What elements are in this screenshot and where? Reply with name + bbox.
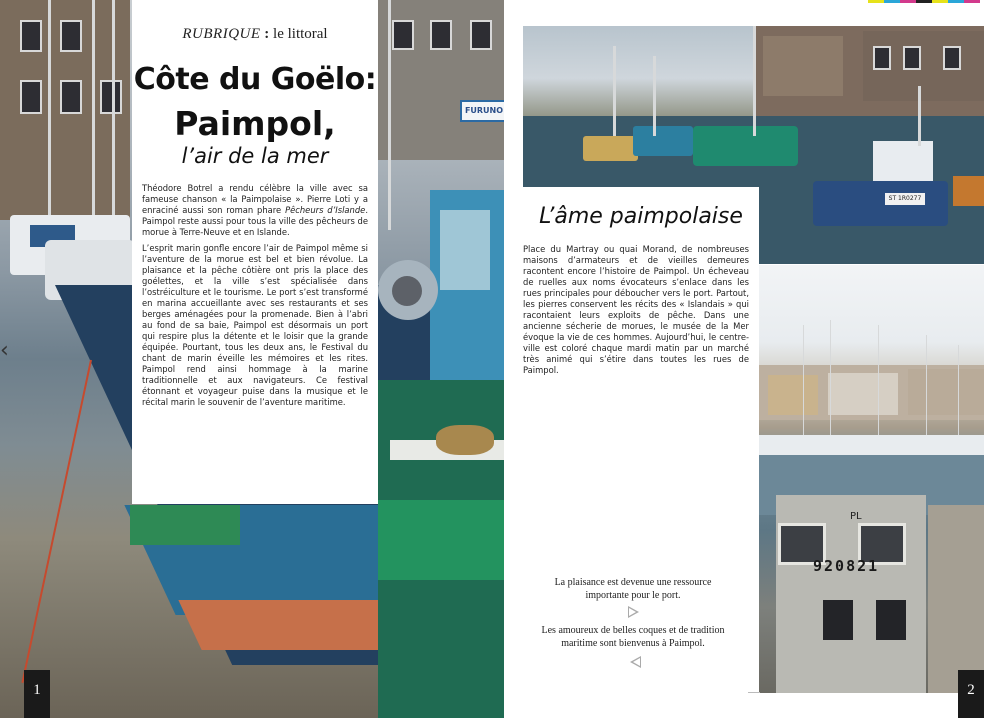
- boat-registration-number: 920821: [813, 557, 880, 575]
- section-label: [132, 26, 378, 43]
- print-color-bar: [868, 0, 980, 3]
- previous-page-arrow[interactable]: ‹: [0, 338, 9, 363]
- paragraph-text: Théodore Botrel a rendu célèbre la ville avec sa fameuse chanson « la Paimpolaise ». Pierre Loti y a enraciné aussi son roman phare: [142, 183, 368, 215]
- article-title-line2: Paimpol,: [174, 104, 336, 143]
- boat-pl-marking: PL: [850, 511, 862, 522]
- rubrique-value: le littoral: [273, 26, 328, 42]
- right-article-panel: [523, 187, 759, 693]
- hull-registration: ST 1R0277: [885, 193, 925, 205]
- section-subtitle: L’âme paimpolaise: [539, 204, 743, 229]
- book-title: Pêcheurs d’Islande: [285, 205, 366, 215]
- furuno-label: FURUNO: [460, 100, 504, 122]
- right-bottom-harbor-photo: [758, 265, 984, 693]
- page-number-right: 2: [958, 670, 984, 718]
- paragraph-text: . Paimpol reste aussi pour tous la ville des pêcheurs de morue à Terre-Neuve et en Islande.: [142, 205, 369, 237]
- article-body: [142, 183, 368, 413]
- article-paragraph-1: [142, 183, 368, 238]
- rubrique-label: RUBRIQUE: [182, 26, 261, 42]
- article-panel: [132, 0, 378, 504]
- pull-quote-1: La plaisance est devenue une ressource importante pour le port.: [554, 577, 712, 601]
- divider: [748, 692, 760, 693]
- triangle-right-icon-inner: [629, 608, 636, 616]
- article-title-line1: Côte du Goëlo:: [133, 62, 377, 97]
- page-number-left: 1: [24, 670, 50, 718]
- article-title-line3: l’air de la mer: [181, 144, 329, 168]
- triangle-left-icon-inner: [633, 658, 640, 666]
- pull-quote-2: Les amoureux de belles coques et de tradition maritime sont bienvenus à Paimpol.: [541, 625, 725, 649]
- rubrique-separator: :: [264, 26, 270, 42]
- right-article-body: Place du Martray ou quai Morand, de nombreuses maisons d’armateurs et de vieilles demeures racontent encore l’histoire de Paimpol. Un écheveau de ruelles aux noms évocateurs s’enlace dans les rues principales pour déboucher vers le port. Partout, les pierres conservent les récits des « Islandais » qui racontaient leurs exploits de pêche. Dans une ancienne sécherie de morues, le musée de la Mer évoque la vie de ces hommes. Aujourd’hui, le centre-ville est coloré chaque mardi matin par un marché très animé qui s’étire dans toutes les rues de Paimpol.: [523, 244, 749, 375]
- article-paragraph-2: L’esprit marin gonfle encore l’air de Paimpol même si l’aventure de la morue est bel et bien révolue. La plaisance et la pêche côtière ont pris la place des goélettes, et la ville s’est spécialisée dans l’ostréiculture et le tourisme. Le port s’est transformé en marina accueillante avec ses restaurants et ses berges aménagées pour la promenade. Bien à l’abri au fond de sa baie, Paimpol est désormais un port qui respire plus la détente et le loisir que la grande équipée. Pourtant, tous les deux ans, le Festival du chant de marin éveille les mémoires et les rites. Paimpol rend ainsi hommage à la marine traditionnelle et aux navigateurs. Ce festival étonnant et voyageur puise dans la musique et le récital marin le souvenir de l’aventure maritime.: [142, 243, 368, 407]
